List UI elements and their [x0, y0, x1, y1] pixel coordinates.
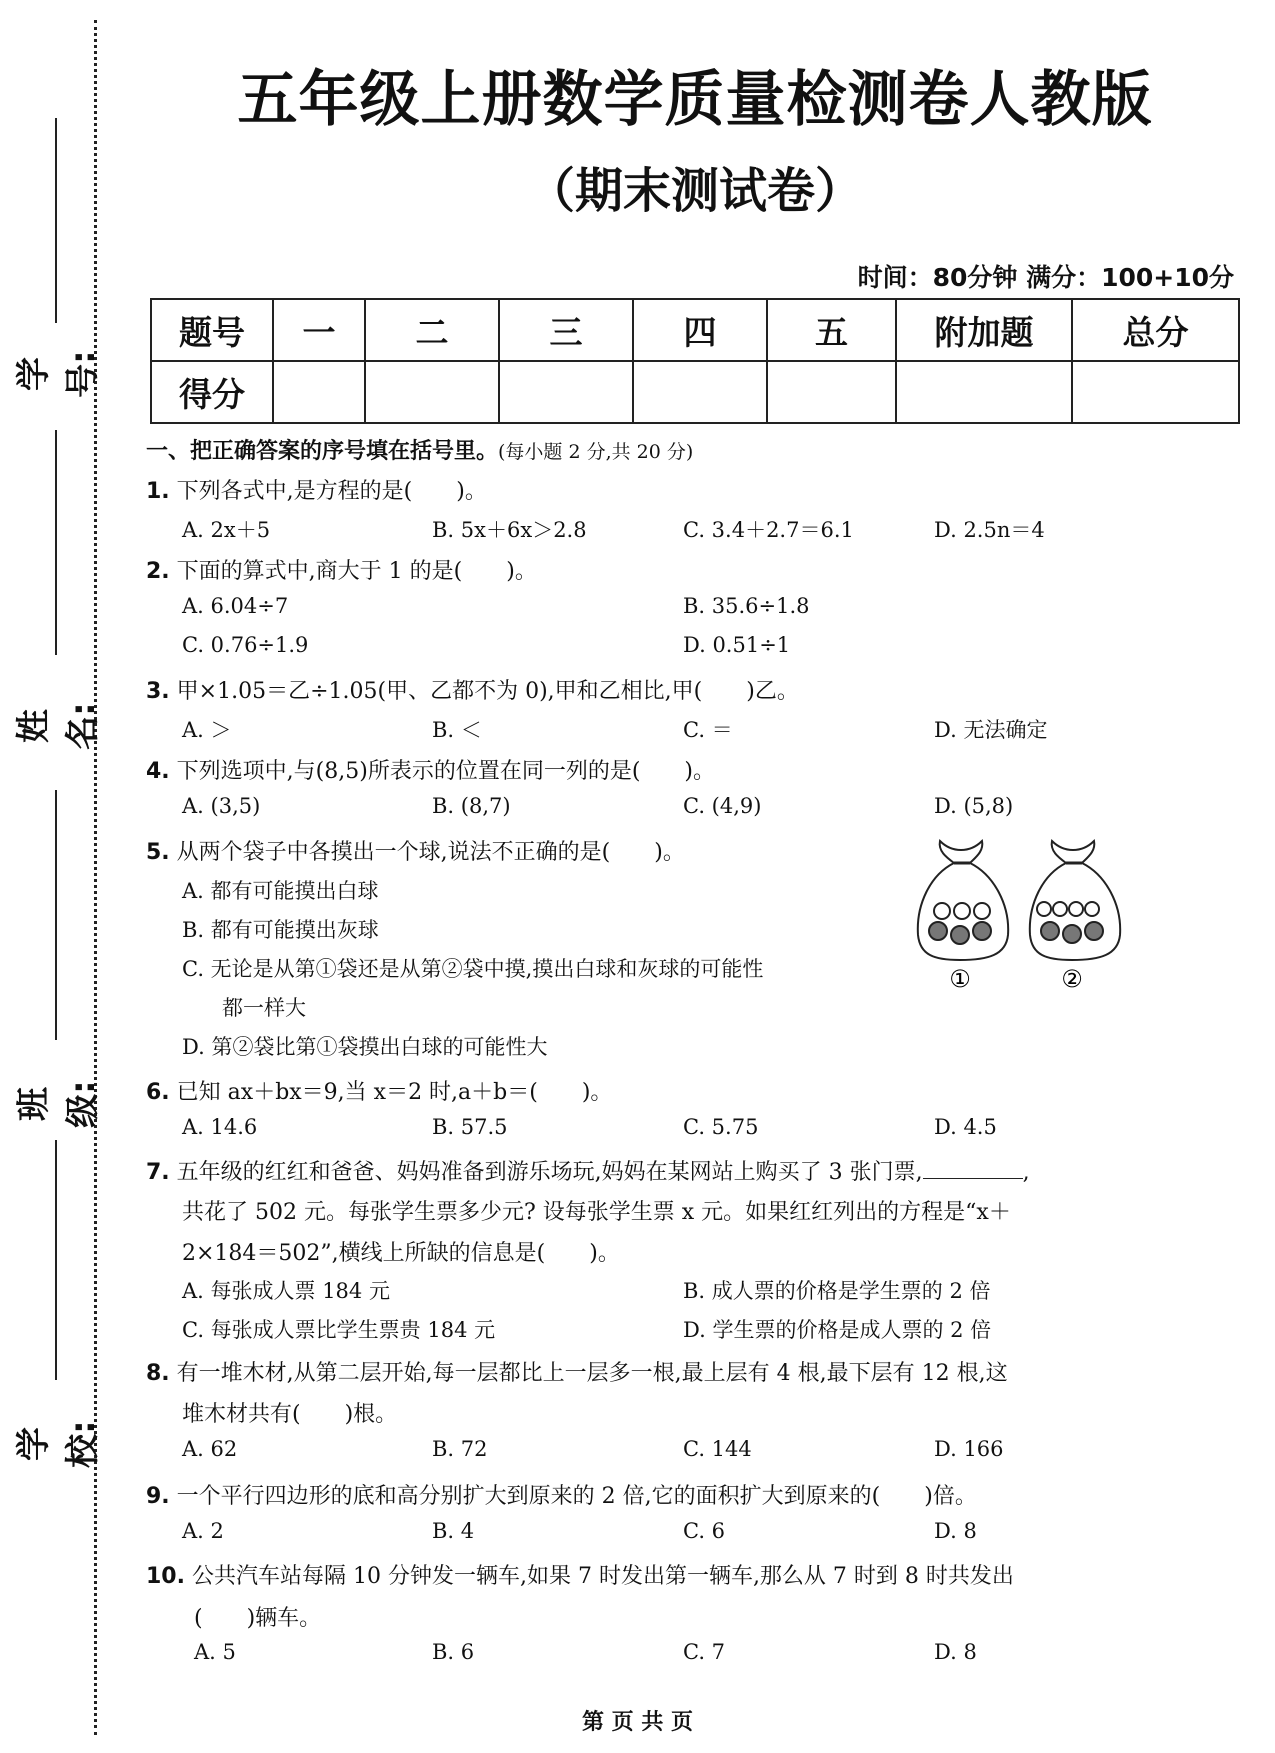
option-c[interactable]: C. 3.4＋2.7＝6.1 [683, 518, 854, 542]
question-text-line-3: 2×184＝502”,横线上所缺的信息是( )。 [182, 1241, 620, 1266]
option-a[interactable]: A. 62 [182, 1437, 238, 1461]
score-cell[interactable] [499, 361, 633, 423]
question-text: 从两个袋子中各摸出一个球,说法不正确的是( )。 [176, 840, 685, 865]
score-header-row [151, 299, 1239, 361]
question-text-line-1: 有一堆木材,从第二层开始,每一层都比上一层多一根,最上层有 4 根,最下层有 12 根,这 [176, 1361, 1008, 1386]
question-number: 9. [146, 1484, 170, 1509]
question-number: 6. [146, 1080, 170, 1105]
name-label: 姓名: [14, 702, 103, 750]
question-text-line-1: 五年级的红红和爸爸、妈妈准备到游乐场玩,妈妈在某网站上购买了 3 张门票, [176, 1160, 923, 1185]
option-a[interactable]: A. 6.04÷7 [182, 594, 289, 618]
score-cell[interactable] [273, 361, 365, 423]
score-cell[interactable] [767, 361, 896, 423]
option-b[interactable]: B. 成人票的价格是学生票的 2 倍 [683, 1279, 991, 1303]
question-number: 8. [146, 1361, 170, 1386]
score-cell[interactable] [1072, 361, 1239, 423]
score-header-cell: 二 [365, 299, 499, 361]
class-label: 班级: [14, 1080, 103, 1128]
option-d[interactable]: D. 166 [934, 1437, 1004, 1461]
question-4 [146, 754, 715, 785]
option-d[interactable]: D. 4.5 [934, 1115, 997, 1139]
section-note: (每小题 2 分,共 20 分) [498, 441, 694, 463]
option-b[interactable]: B. 4 [432, 1519, 475, 1543]
score-cell[interactable] [633, 361, 767, 423]
option-a[interactable]: A. 14.6 [182, 1115, 258, 1139]
score-row-label: 得分 [151, 361, 273, 423]
question-text-line-2: 共花了 502 元。每张学生票多少元? 设每张学生票 x 元。如果红红列出的方程是“x＋ [182, 1200, 1011, 1225]
bag-1-label: ① [949, 965, 971, 993]
page-footer: 第 页 共 页 [582, 1710, 693, 1735]
question-text-line-2: 堆木材共有( )根。 [182, 1402, 398, 1427]
score-table [150, 298, 1240, 424]
binding-dotted-line [94, 20, 97, 1735]
option-a[interactable]: A. (3,5) [182, 794, 261, 818]
option-b[interactable]: B. 5x＋6x＞2.8 [432, 518, 587, 542]
option-b[interactable]: B. 都有可能摸出灰球 [182, 918, 379, 942]
question-7: 7. 五年级的红红和爸爸、妈妈准备到游乐场玩,妈妈在某网站上购买了 3 张门票, , [146, 1160, 1030, 1185]
option-b[interactable]: B. ＜ [432, 718, 482, 742]
student-id-line[interactable] [55, 118, 57, 323]
score-header-cell: 题号 [151, 299, 273, 361]
question-number: 3. [146, 679, 170, 704]
question-1 [146, 474, 487, 505]
option-b[interactable]: B. 35.6÷1.8 [683, 594, 810, 618]
option-c[interactable]: C. 无论是从第①袋还是从第②袋中摸,摸出白球和灰球的可能性 [182, 957, 764, 981]
two-bags-figure [910, 835, 1130, 995]
bag-2-balls [1037, 902, 1103, 943]
question-number: 5. [146, 840, 170, 865]
question-text-line-1: 公共汽车站每隔 10 分钟发一辆车,如果 7 时发出第一辆车,那么从 7 时到 8 时共发出 [191, 1564, 1014, 1589]
time-info: 时间：80分钟 满分：100+10分 [857, 263, 1234, 292]
student-id-label: 学号: [14, 350, 103, 398]
option-a[interactable]: A. 2 [182, 1519, 224, 1543]
option-c[interactable]: C. ＝ [683, 718, 733, 742]
class-line[interactable] [55, 790, 57, 1040]
score-header-cell: 附加题 [896, 299, 1072, 361]
option-c-continued: 都一样大 [222, 996, 306, 1020]
option-b[interactable]: B. 6 [432, 1640, 475, 1664]
option-c[interactable]: C. 144 [683, 1437, 752, 1461]
option-d[interactable]: D. 0.51÷1 [683, 633, 791, 657]
option-c[interactable]: C. 5.75 [683, 1115, 759, 1139]
question-text: 下列选项中,与(8,5)所表示的位置在同一列的是( )。 [176, 759, 715, 784]
school-line[interactable] [55, 1140, 57, 1380]
option-c[interactable]: C. 7 [683, 1640, 726, 1664]
option-a[interactable]: A. 每张成人票 184 元 [182, 1279, 390, 1303]
score-header-cell: 三 [499, 299, 633, 361]
bag-2-label: ② [1061, 965, 1083, 993]
score-header-cell: 总分 [1072, 299, 1239, 361]
option-a[interactable]: A. ＞ [182, 718, 232, 742]
option-a[interactable]: A. 2x＋5 [182, 518, 271, 542]
question-8 [146, 1356, 1008, 1387]
name-line[interactable] [55, 430, 57, 655]
question-text: 甲×1.05＝乙÷1.05(甲、乙都不为 0),甲和乙相比,甲( )乙。 [176, 679, 799, 704]
question-10 [146, 1559, 1014, 1590]
question-text: 下列各式中,是方程的是( )。 [176, 479, 487, 504]
section-title: 一、把正确答案的序号填在括号里。 [146, 439, 499, 464]
section-heading [146, 434, 693, 465]
question-text: 一个平行四边形的底和高分别扩大到原来的 2 倍,它的面积扩大到原来的( )倍。 [176, 1484, 977, 1509]
question-9 [146, 1479, 977, 1510]
question-text: 已知 ax＋bx＝9,当 x＝2 时,a＋b＝( )。 [176, 1080, 613, 1105]
page-title: 五年级上册数学质量检测卷人教版 [237, 65, 1153, 135]
option-c[interactable]: C. 每张成人票比学生票贵 184 元 [182, 1318, 496, 1342]
score-header-cell: 一 [273, 299, 365, 361]
option-d[interactable]: D. (5,8) [934, 794, 1014, 818]
option-b[interactable]: B. (8,7) [432, 794, 511, 818]
score-row [151, 361, 1239, 423]
bag-1-balls [929, 903, 991, 944]
page-subtitle: （期末测试卷） [526, 163, 863, 219]
question-number: 7. [146, 1160, 170, 1185]
option-d[interactable]: D. 学生票的价格是成人票的 2 倍 [683, 1318, 992, 1342]
option-b[interactable]: B. 57.5 [432, 1115, 508, 1139]
option-d[interactable]: D. 2.5n＝4 [934, 518, 1045, 542]
option-d[interactable]: D. 8 [934, 1640, 977, 1664]
option-d[interactable]: D. 8 [934, 1519, 977, 1543]
question-number: 1. [146, 479, 170, 504]
score-cell[interactable] [896, 361, 1072, 423]
option-c[interactable]: C. 0.76÷1.9 [182, 633, 309, 657]
option-d[interactable]: D. 无法确定 [934, 718, 1048, 742]
option-b[interactable]: B. 72 [432, 1437, 488, 1461]
question-2 [146, 554, 537, 585]
question-text: 下面的算式中,商大于 1 的是( )。 [176, 559, 537, 584]
question-number: 10. [146, 1564, 185, 1589]
score-header-cell: 四 [633, 299, 767, 361]
option-d[interactable]: D. 第②袋比第①袋摸出白球的可能性大 [182, 1035, 548, 1059]
question-5 [146, 835, 685, 866]
score-cell[interactable] [365, 361, 499, 423]
question-number: 2. [146, 559, 170, 584]
score-header-cell: 五 [767, 299, 896, 361]
question-number: 4. [146, 759, 170, 784]
school-label: 学校: [14, 1420, 103, 1468]
question-text-line-2: ( )辆车。 [194, 1606, 322, 1631]
question-6 [146, 1075, 612, 1106]
question-3 [146, 674, 799, 705]
option-a[interactable]: A. 都有可能摸出白球 [182, 879, 379, 903]
option-c[interactable]: C. (4,9) [683, 794, 762, 818]
fill-in-blank[interactable] [923, 1160, 1023, 1179]
option-a[interactable]: A. 5 [194, 1640, 236, 1664]
option-c[interactable]: C. 6 [683, 1519, 726, 1543]
